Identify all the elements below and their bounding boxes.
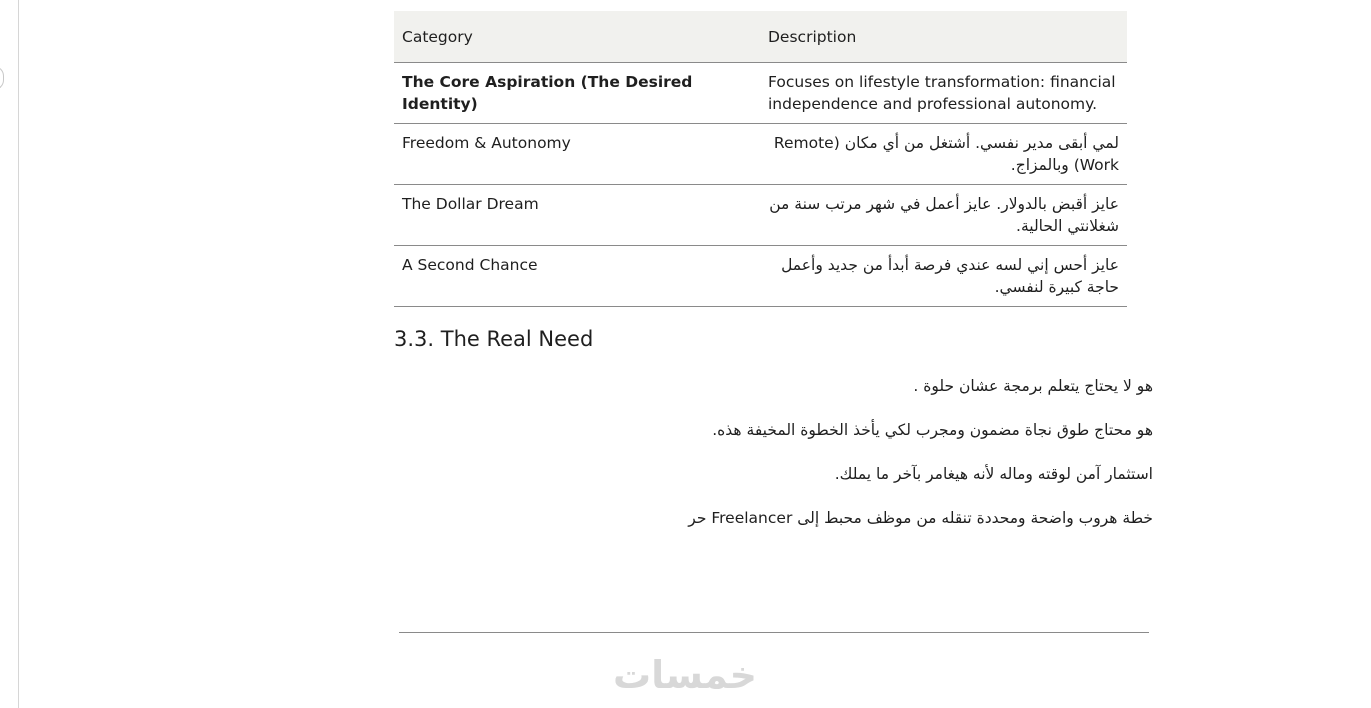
- footer-divider: [399, 632, 1149, 633]
- real-need-list: [394, 374, 1153, 550]
- table-row: [394, 63, 1127, 124]
- table-row: [394, 246, 1127, 307]
- row-category: A Second Chance: [394, 246, 760, 307]
- row-description: لمي أبقى مدير نفسي. أشتغل من أي مكان (Remote Work) وبالمزاج.: [760, 124, 1127, 185]
- page-left-border: [18, 0, 19, 708]
- row-category: Freedom & Autonomy: [394, 124, 760, 185]
- section-heading: 3.3. The Real Need: [394, 327, 594, 351]
- list-item: استثمار آمن لوقته وماله لأنه هيغامر بآخر ما يملك.: [834, 465, 1153, 483]
- row-description: Focuses on lifestyle transformation: financial independence and professional autonomy.: [760, 63, 1127, 124]
- header-description: Description: [760, 11, 1127, 63]
- table-header-row: [394, 11, 1127, 63]
- row-description: عايز أقبض بالدولار. عايز أعمل في شهر مرتب سنة من شغلانتي الحالية.: [760, 185, 1127, 246]
- header-category: Category: [394, 11, 760, 63]
- footer-logo: خمسات: [613, 653, 757, 697]
- row-category: The Dollar Dream: [394, 185, 760, 246]
- row-category: The Core Aspiration (The Desired Identity): [394, 63, 760, 124]
- sidebar-collapse-handle[interactable]: [0, 66, 4, 90]
- persona-table: [394, 11, 1127, 307]
- list-item: هو محتاج طوق نجاة مضمون ومجرب لكي يأخذ الخطوة المخيفة هذه.: [712, 421, 1153, 439]
- list-item: خطة هروب واضحة ومحددة تنقله من موظف محبط إلى Freelancer حر: [688, 509, 1153, 527]
- table-row: [394, 124, 1127, 185]
- table-row: [394, 185, 1127, 246]
- list-item: هو لا يحتاج يتعلم برمجة عشان حلوة .: [913, 377, 1153, 395]
- row-description: عايز أحس إني لسه عندي فرصة أبدأ من جديد وأعمل حاجة كبيرة لنفسي.: [760, 246, 1127, 307]
